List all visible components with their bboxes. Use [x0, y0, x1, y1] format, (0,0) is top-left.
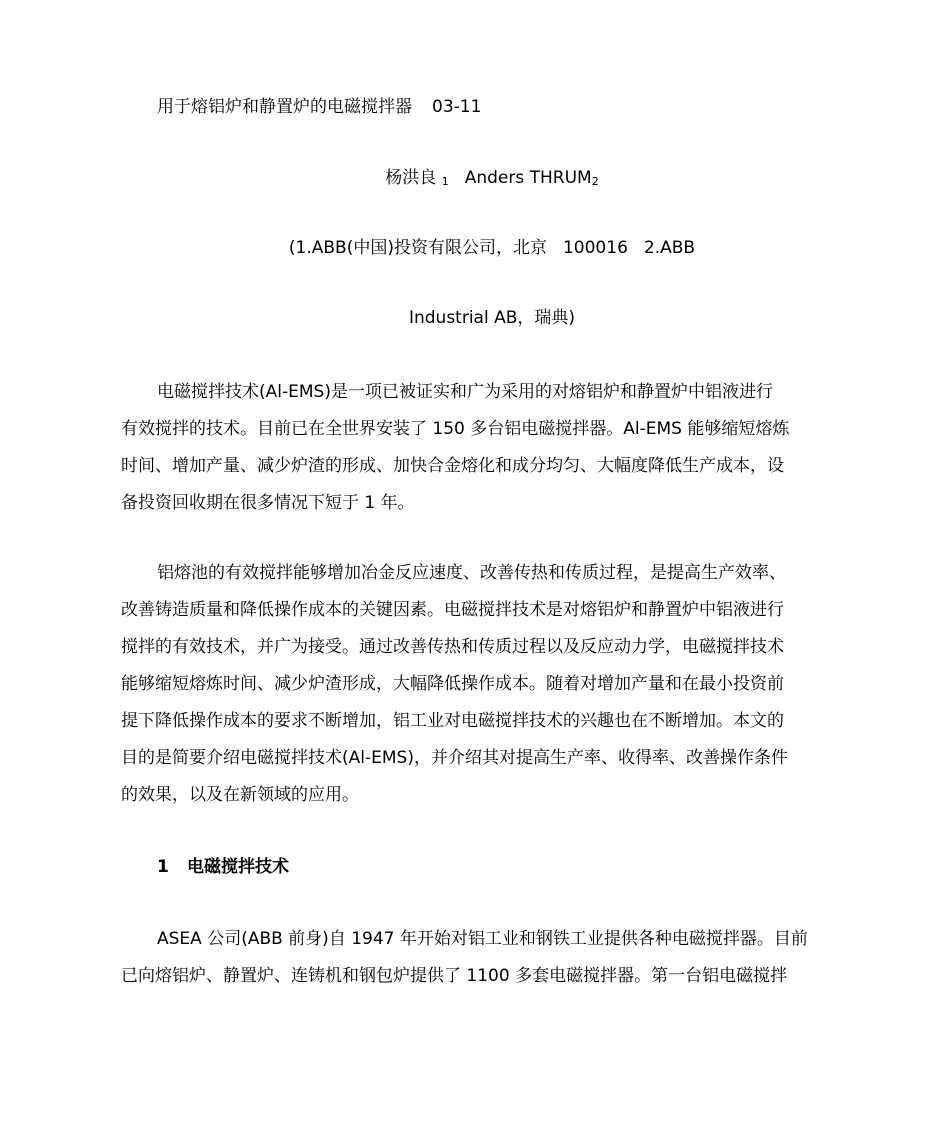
paragraph-line: 电磁搅拌技术(Al-EMS)是一项已被证实和广为采用的对熔铝炉和静置炉中铝液进行	[157, 382, 773, 402]
affiliation-2-text: Industrial AB，瑞典)	[408, 308, 576, 328]
paragraph-line: 的效果，以及在新领域的应用。	[121, 785, 359, 805]
paragraph-3	[121, 921, 831, 995]
paragraph-line: 铝熔池的有效搅拌能够增加冶金反应速度、改善传热和传质过程，是提高生产效率、	[157, 563, 786, 583]
paragraph-line: 有效搅拌的技术。目前已在全世界安装了 150 多台铝电磁搅拌器。Al-EMS 能够缩短熔炼	[121, 419, 790, 439]
paragraph-line: 搅拌的有效技术，并广为接受。通过改善传热和传质过程以及反应动力学，电磁搅拌技术	[121, 637, 784, 657]
paragraph-line: 目的是简要介绍电磁搅拌技术(Al-EMS)，并介绍其对提高生产率、收得率、改善操作条件	[121, 748, 788, 768]
issue-number: 03-11	[432, 97, 482, 117]
affiliation-line-2	[0, 306, 950, 330]
affiliation-2-start: 2.ABB	[643, 238, 696, 258]
paragraph-line: ASEA 公司(ABB 前身)自 1947 年开始对铝工业和钢铁工业提供各种电磁搅拌器。目前	[157, 929, 808, 949]
paragraph-line: 提下降低操作成本的要求不断增加，铝工业对电磁搅拌技术的兴趣也在不断增加。本文的	[121, 711, 784, 731]
article-title-line	[157, 95, 481, 119]
authors-line	[0, 166, 950, 194]
affiliation-1-postcode: 100016	[562, 238, 628, 258]
author-1-superscript: 1	[441, 175, 449, 188]
section-1-heading	[157, 855, 289, 879]
author-2-superscript: 2	[591, 175, 599, 188]
paragraph-line: 备投资回收期在很多情况下短于 1 年。	[121, 493, 415, 513]
paragraph-line: 改善铸造质量和降低操作成本的关键因素。电磁搅拌技术是对熔铝炉和静置炉中铝液进行	[121, 600, 784, 620]
paragraph-line: 已向熔铝炉、静置炉、连铸机和钢包炉提供了 1100 多套电磁搅拌器。第一台铝电磁搅拌	[121, 966, 788, 986]
author-2-name: Anders THRUM	[464, 168, 592, 188]
affiliation-1-text: (1.ABB(中国)投资有限公司，北京	[288, 238, 547, 258]
author-1-name: 杨洪良	[385, 168, 437, 188]
section-title: 电磁搅拌技术	[187, 857, 289, 877]
affiliation-line-1	[0, 236, 950, 260]
article-title: 用于熔铝炉和静置炉的电磁搅拌器	[157, 97, 412, 117]
section-number: 1	[157, 857, 169, 877]
paragraph-2	[121, 555, 831, 814]
paragraph-line: 时间、增加产量、减少炉渣的形成、加快合金熔化和成分均匀、大幅度降低生产成本，设	[121, 456, 784, 476]
paragraph-line: 能够缩短熔炼时间、减少炉渣形成，大幅降低操作成本。随着对增加产量和在最小投资前	[121, 674, 784, 694]
paragraph-1	[121, 374, 831, 522]
